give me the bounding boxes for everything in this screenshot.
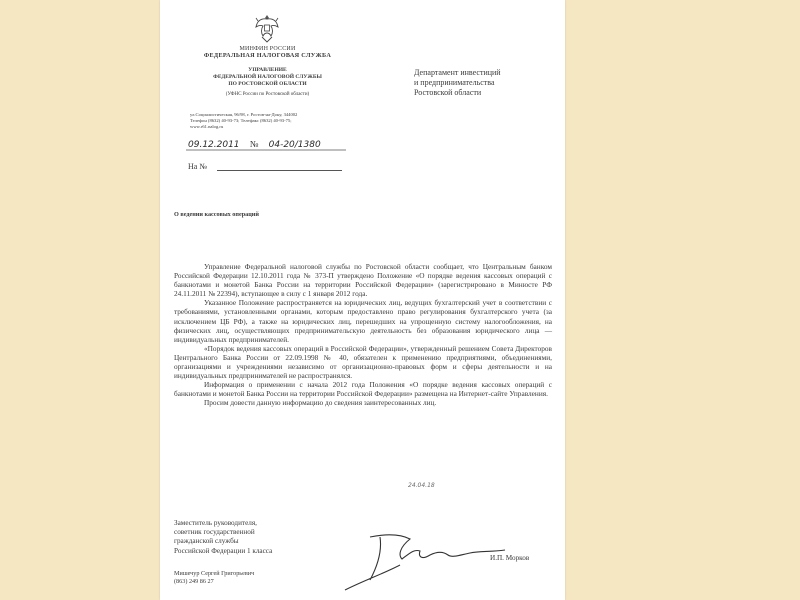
recipient-line: и предпринимательства — [414, 78, 495, 87]
date-underline — [186, 149, 346, 152]
handwritten-date: 09.12.2011 — [188, 140, 240, 150]
outgoing-date-number — [188, 139, 321, 150]
handwritten-signature — [340, 525, 510, 595]
letterhead-service: ФЕДЕРАЛЬНАЯ НАЛОГОВАЯ СЛУЖБА — [203, 52, 332, 59]
letterhead-dept-line3: ПО РОСТОВСКОЙ ОБЛАСТИ — [228, 81, 307, 87]
body-paragraph: «Порядок ведения кассовых операций в Российской Федерации», утвержденный решением Совета Директоров Центрального Банка России от 22.09.1998 № 40, обязателен к применению предприятиями, объединениями, организациями и учреждениями независимо от организационно-правовых форм и сферы деятельности и на индивидуальных предпринимателей не распространялся. — [174, 343, 552, 381]
address-line: ул.Социалистическая, 96/98, г. Ростов-на-Дону, 344002 — [190, 112, 298, 117]
executor-name: Мишечур Сергей Григорьевич — [174, 570, 255, 577]
body-paragraph: Информация о применении с начала 2012 года Положения «О порядке ведения кассовых операций с банкнотами и монетой Банка России на территории Российской Федерации» размещена на Интернет-сайте Управления. — [174, 380, 552, 399]
letterhead-dept-abbr: (УФНС России по Ростовской области) — [225, 92, 310, 97]
body-paragraph: Просим довести данную информацию до сведения заинтересованных лиц. — [204, 398, 437, 408]
letterhead-ministry: МИНФИН РОССИИ — [239, 46, 296, 52]
letterhead-address — [190, 112, 370, 130]
letterhead-dept-line2: ФЕДЕРАЛЬНОЙ НАЛОГОВОЙ СЛУЖБЫ — [213, 74, 322, 80]
handwritten-number: 04-20/1380 — [268, 140, 321, 150]
executor-phone: (863) 249 86 27 — [174, 577, 214, 585]
reply-blank-line — [217, 162, 342, 171]
letterhead-dept-line1: УПРАВЛЕНИЕ — [248, 67, 287, 73]
recipient-block — [414, 68, 544, 98]
signature-title: Заместитель руководителя, — [174, 519, 257, 527]
reply-label: На № — [188, 162, 207, 171]
address-line: Телефон (8632) 40-93-73; Телефакс (8632) 40-93-75; — [190, 118, 292, 123]
signature-title: гражданской службы — [174, 537, 239, 546]
reply-to-field — [188, 162, 342, 171]
letter-body — [174, 262, 552, 408]
handwritten-stamp-note: 24.04.18 — [408, 482, 435, 489]
recipient-line: Департамент инвестиций — [414, 68, 501, 77]
address-website: www.r61.nalog.ru — [190, 124, 224, 129]
signature-title: Российской Федерации 1 класса — [174, 546, 273, 555]
signatory-name: И.П. Морков — [490, 554, 530, 562]
russian-emblem-icon — [254, 12, 280, 44]
signature-block — [174, 519, 272, 556]
number-label: № — [249, 139, 259, 149]
executor-block — [174, 570, 254, 585]
document-page — [160, 0, 565, 600]
recipient-line: Ростовской области — [414, 88, 482, 97]
body-paragraph: Указанное Положение распространяется на юридических лиц, ведущих бухгалтерский учет в соответствии с требованиями, установленными органами, которым предоставлено право регулирования бухгалтерского учета (за исключением ЦБ РФ), а также на юридических лиц, перешедших на упрощенную систему налогообложения, на физических лиц, осуществляющих предпринимательскую деятельность без образования юридического лица — индивидуальных предпринимателей. — [174, 298, 552, 344]
letter-subject: О ведении кассовых операций — [174, 211, 259, 218]
signature-title: советник государственной — [174, 528, 255, 537]
letterhead — [180, 46, 355, 97]
body-paragraph: Управление Федеральной налоговой службы по Ростовской области сообщает, что Центральным банком Российской Федерации 12.10.2011 года № 373-П утверждено Положение «О порядке ведения кассовых операций с банкнотами и монетой Банка России на территории Российской Федерации» (зарегистрировано в Минюсте РФ 24.11.2011 № 22394), вступающее в силу с 1 января 2012 года. — [174, 262, 552, 299]
